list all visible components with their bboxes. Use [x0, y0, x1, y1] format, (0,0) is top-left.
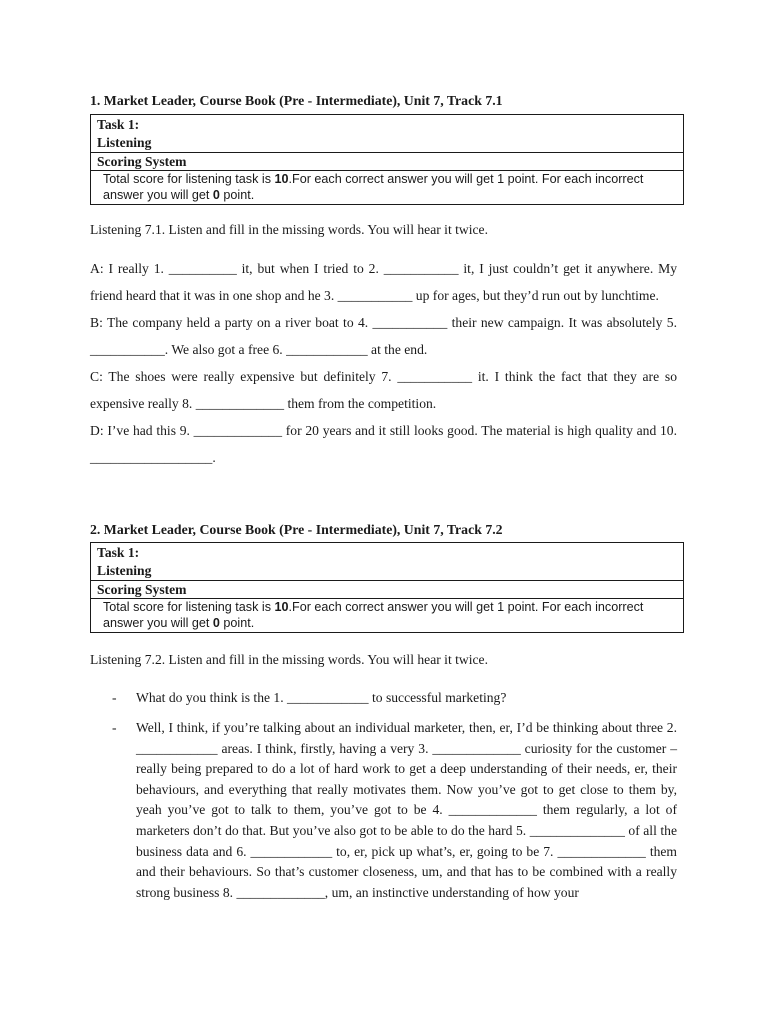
section-1-scoring-description: [91, 170, 683, 204]
scoring-total: 10: [274, 172, 289, 186]
section-1-intro: Listening 7.1. Listen and fill in the missing words. You will hear it twice.: [90, 222, 488, 237]
section-2-intro: Listening 7.2. Listen and fill in the missing words. You will hear it twice.: [90, 652, 488, 667]
section-2-title: 2. Market Leader, Course Book (Pre - Intermediate), Unit 7, Track 7.2: [90, 522, 503, 537]
dialogue-item-1: [90, 688, 677, 708]
scoring-total: 10: [274, 600, 289, 614]
paragraph-d: D: I’ve had this 9. _____________ for 20 years and it still looks good. The material is high quality and 10. __________________.: [90, 423, 677, 465]
scoring-text-post: point.: [219, 188, 255, 202]
section-1-scoring-label: Scoring System: [91, 152, 683, 170]
dash-bullet: -: [112, 690, 117, 705]
scoring-text-mid: .For each correct answer you will get 1 point. For each incorrect answer you will get: [103, 172, 644, 202]
paragraph-a: A: I really 1. __________ it, but when I tried to 2. ___________ it, I just couldn’t get it anywhere. My friend heard that it was in one shop and he 3. ___________ up for ages, but they’d run out by lunchtime.: [90, 261, 677, 303]
section-1-task-label: Task 1:: [97, 117, 140, 132]
scoring-zero: 0: [212, 616, 220, 630]
section-1-paragraphs: [90, 255, 677, 471]
scoring-text-post: point.: [219, 616, 255, 630]
scoring-zero: 0: [212, 188, 220, 202]
section-1-task-type: Listening: [97, 135, 152, 150]
dialogue-item-2-text: Well, I think, if you’re talking about an individual marketer, then, er, I’d be thinking about three 2. ____________ areas. I think, firstly, having a very 3. _____________ curiosity for the customer – really being prepared to do a lot of hard work to get a deep understanding of their needs, er, their behaviours, and everything that really motivates them. Now you’ve got to get close to them by, yeah you’ve got to talk to them, you’ve got to be 4. _____________ them regularly, a lot of marketers don’t do that. But you’ve also got to be able to do the hard 5. ______________ of all the business data and 6. ____________ to, er, pick up what’s, er, going to be 7. _____________ them and their behaviours. So that’s customer closeness, um, and that has to be combined with a really strong business 8. _____________, um, an instinctive understanding of how your: [136, 720, 677, 900]
scoring-text-pre: Total score for listening task is: [103, 600, 275, 614]
section-1-title: 1. Market Leader, Course Book (Pre - Intermediate), Unit 7, Track 7.1: [90, 93, 503, 108]
section-2-task-header: [91, 543, 683, 580]
section-1-task-box: [90, 114, 684, 205]
paragraph-b: B: The company held a party on a river boat to 4. ___________ their new campaign. It was absolutely 5. ___________. We also got a free 6. ____________ at the end.: [90, 315, 677, 357]
section-2-scoring-label: Scoring System: [91, 580, 683, 598]
section-2-dialogue-list: [90, 688, 686, 903]
section-2-scoring-description: [91, 598, 683, 632]
paragraph-c: C: The shoes were really expensive but definitely 7. ___________ it. I think the fact that they are so expensive really 8. _____________ them from the competition.: [90, 369, 677, 411]
section-2-task-type: Listening: [97, 563, 152, 578]
dash-bullet: -: [112, 720, 117, 735]
scoring-text-mid: .For each correct answer you will get 1 point. For each incorrect answer you will get: [103, 600, 644, 630]
section-1-task-header: [91, 115, 683, 152]
dialogue-item-1-text: What do you think is the 1. ____________ to successful marketing?: [136, 690, 507, 705]
section-2-task-label: Task 1:: [97, 545, 140, 560]
section-2-task-box: [90, 542, 684, 633]
scoring-text-pre: Total score for listening task is: [103, 172, 275, 186]
dialogue-item-2: [90, 718, 677, 903]
